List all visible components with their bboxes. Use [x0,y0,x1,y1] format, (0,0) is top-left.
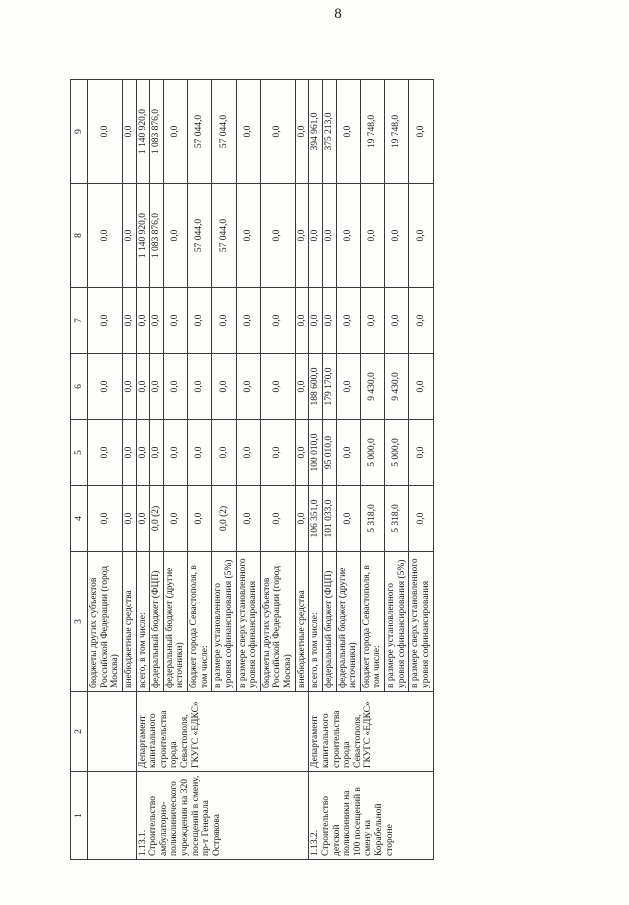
value-cell: 5 000,0 [360,420,384,486]
value-cell: 0,0 [136,288,150,354]
project-cell [309,772,433,860]
table-row [309,80,323,860]
value-cell: 57 044,0 [212,184,236,288]
value-cell: 0,0 [236,184,260,288]
source-label: всего, в том числе: [309,552,323,692]
source-label: бюджет города Севастополя, в том числе: [188,552,212,692]
value-cell: 0,0 [236,354,260,420]
column-header: 5 [71,420,88,486]
source-label: внебюджетные средства [122,552,136,692]
value-cell: 0,0 [163,420,187,486]
value-cell: 0,0 [163,354,187,420]
value-cell: 0,0 [163,486,187,552]
value-cell: 0,0 [385,288,409,354]
value-cell: 0,0 [88,80,123,184]
value-cell: 0,0 [88,420,123,486]
value-cell: 0,0 [122,184,136,288]
value-cell: 188 600,0 [309,354,323,420]
value-cell: 0,0 [136,354,150,420]
value-cell: 5 318,0 [385,486,409,552]
empty-cell [88,772,137,860]
value-cell: 0,0 [260,184,295,288]
value-cell: 394 961,0 [309,80,323,184]
source-label: федеральный бюджет (другие источники) [163,552,187,692]
value-cell: 1 083 876,0 [150,184,164,288]
value-cell: 0,0 [309,184,323,288]
value-cell: 0,0 [360,184,384,288]
value-cell: 19 748,0 [360,80,384,184]
value-cell: 0,0 [150,420,164,486]
page-number: 8 [334,6,342,22]
value-cell: 0,0 [322,288,336,354]
value-cell: 0,0 [336,420,360,486]
value-cell: 0,0 [385,184,409,288]
executor-cell: Департамент капитального строительства города Севастополя, ГКУГС «ЕДКС» [309,692,433,772]
value-cell: 0,0 [122,80,136,184]
project-code: 1.13.2. [310,829,321,856]
value-cell: 9 430,0 [385,354,409,420]
value-cell: 0,0 [188,420,212,486]
value-cell: 0,0 [295,184,309,288]
value-cell: 101 033,0 [322,486,336,552]
value-cell: 0,0 [260,80,295,184]
value-cell: 0,0 [260,288,295,354]
value-cell: 0,0 [136,486,150,552]
value-cell: 0,0 [360,288,384,354]
value-cell: 57 044,0 [188,80,212,184]
value-cell: 0,0 [260,354,295,420]
value-cell: 0,0 [163,288,187,354]
value-cell: 1 140 920,0 [136,80,150,184]
value-cell: 19 748,0 [385,80,409,184]
value-cell: 0,0 [88,486,123,552]
source-label: бюджет города Севастополя, в том числе: [360,552,384,692]
table-row [88,80,123,860]
value-cell: 0,0 [409,420,433,486]
value-cell: 0,0 [322,184,336,288]
source-label: бюджеты других субъектов Российской Федерации (город Москва) [88,552,123,692]
value-cell: 0,0 [122,288,136,354]
value-cell: 0,0 (2) [212,486,236,552]
value-cell: 0,0 [88,184,123,288]
value-cell: 0,0 [309,288,323,354]
value-cell: 1 140 920,0 [136,184,150,288]
value-cell: 0,0 [409,288,433,354]
value-cell: 0,0 [163,184,187,288]
value-cell: 0,0 (2) [150,486,164,552]
value-cell: 0,0 [295,354,309,420]
value-cell: 0,0 [260,420,295,486]
funding-table [70,79,434,860]
value-cell: 0,0 [236,80,260,184]
value-cell: 0,0 [409,354,433,420]
column-header: 8 [71,184,88,288]
value-cell: 57 044,0 [212,80,236,184]
value-cell: 0,0 [336,486,360,552]
value-cell: 0,0 [88,354,123,420]
project-name: Строительство детской поликлиники на 100 посещений в смену на Корабельной стороне [320,787,395,856]
value-cell: 0,0 [163,80,187,184]
table-row [136,80,150,860]
value-cell: 0,0 [295,288,309,354]
value-cell: 0,0 [188,288,212,354]
value-cell: 0,0 [150,354,164,420]
value-cell: 0,0 [136,420,150,486]
value-cell: 0,0 [150,288,164,354]
value-cell: 0,0 [212,288,236,354]
value-cell: 0,0 [295,486,309,552]
value-cell: 0,0 [409,80,433,184]
source-label: в размере сверх установленного уровня софинансирования [409,552,433,692]
value-cell: 0,0 [409,486,433,552]
value-cell: 0,0 [188,354,212,420]
source-label: в размере сверх установленного уровня софинансирования [236,552,260,692]
column-header: 1 [71,772,88,860]
source-label: федеральный бюджет (ФЦП) [150,552,164,692]
value-cell: 106 351,0 [309,486,323,552]
value-cell: 0,0 [336,80,360,184]
value-cell: 0,0 [212,354,236,420]
value-cell: 0,0 [336,184,360,288]
source-label: федеральный бюджет (ФЦП) [322,552,336,692]
value-cell: 179 170,0 [322,354,336,420]
empty-cell [88,692,137,772]
rotated-table-container [70,80,554,860]
value-cell: 0,0 [236,420,260,486]
value-cell: 0,0 [188,486,212,552]
value-cell: 9 430,0 [360,354,384,420]
column-header: 3 [71,552,88,692]
project-name: Строительство амбулаторно-поликлинического учреждения на 320 посещений в смену, пр-т Генерала Острякова [148,775,222,856]
column-header: 4 [71,486,88,552]
source-label: внебюджетные средства [295,552,309,692]
value-cell: 0,0 [295,80,309,184]
value-cell: 0,0 [88,288,123,354]
header-row [71,80,88,860]
value-cell: 0,0 [236,288,260,354]
value-cell: 0,0 [212,420,236,486]
project-cell [136,772,309,860]
value-cell: 0,0 [122,354,136,420]
column-header: 2 [71,692,88,772]
value-cell: 0,0 [122,420,136,486]
value-cell: 1 083 876,0 [150,80,164,184]
value-cell: 0,0 [295,420,309,486]
value-cell: 0,0 [236,486,260,552]
source-label: всего, в том числе: [136,552,150,692]
value-cell: 375 213,0 [322,80,336,184]
value-cell: 5 000,0 [385,420,409,486]
value-cell: 0,0 [336,354,360,420]
column-header: 6 [71,354,88,420]
value-cell: 0,0 [409,184,433,288]
value-cell: 5 318,0 [360,486,384,552]
source-label: федеральный бюджет (другие источники) [336,552,360,692]
value-cell: 0,0 [336,288,360,354]
source-label: в размере установленного уровня софинансирования (5%) [385,552,409,692]
value-cell: 100 010,0 [309,420,323,486]
project-code: 1.13.1. [137,829,148,856]
value-cell: 0,0 [122,486,136,552]
column-header: 7 [71,288,88,354]
value-cell: 57 044,0 [188,184,212,288]
source-label: бюджеты других субъектов Российской Федерации (город Москва) [260,552,295,692]
column-header: 9 [71,80,88,184]
executor-cell: Департамент капитального строительства города Севастополя, ГКУГС «ЕДКС» [136,692,309,772]
value-cell: 95 010,0 [322,420,336,486]
source-label: в размере установленного уровня софинансирования (5%) [212,552,236,692]
value-cell: 0,0 [260,486,295,552]
